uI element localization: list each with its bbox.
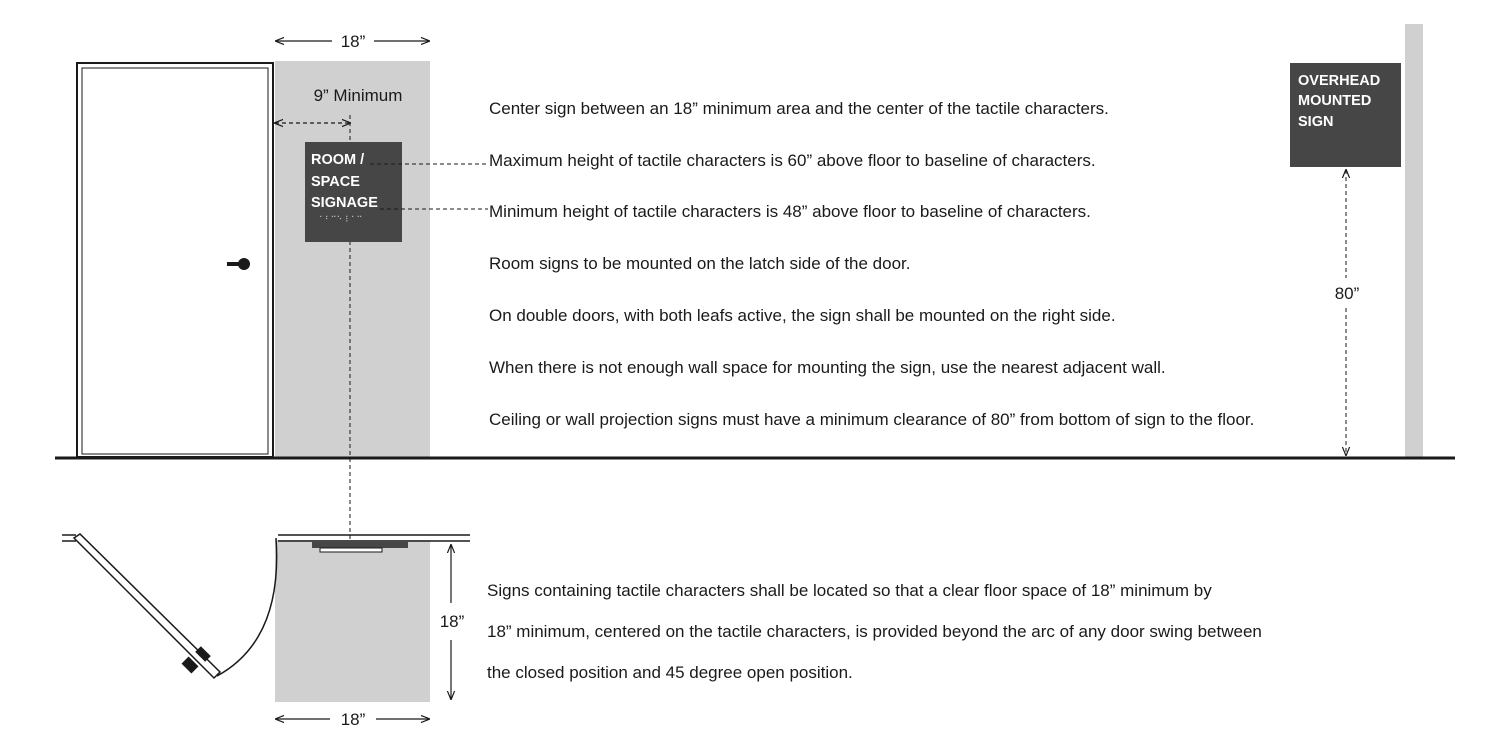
plan-note-line-1: Signs containing tactile characters shall be located so that a clear floor space of 18” minimum by	[487, 581, 1212, 600]
plan-depth-label: 18”	[439, 612, 465, 631]
top-width-label: 18”	[340, 32, 366, 51]
room-sign-line-1: ROOM /	[311, 152, 365, 168]
note-center-sign: Center sign between an 18” minimum area and the center of the tactile characters.	[489, 99, 1109, 118]
overhead-sign-line-1: OVERHEAD	[1298, 73, 1381, 89]
note-projection-clearance: Ceiling or wall projection signs must have a minimum clearance of 80” from bottom of sign to the floor.	[489, 410, 1255, 429]
door-elevation	[77, 63, 273, 457]
top-width-dimension	[276, 32, 429, 51]
clearance-dimension	[1335, 170, 1360, 455]
plan-clear-floor-space	[275, 540, 430, 702]
nine-inch-minimum-label: 9” Minimum	[313, 86, 403, 105]
plan-depth-dimension	[440, 545, 465, 699]
plan-sign-bracket	[320, 548, 382, 552]
note-latch-side: Room signs to be mounted on the latch side of the door.	[489, 254, 911, 273]
door-swing-arc	[217, 538, 277, 676]
overhead-sign-line-3: SIGN	[1298, 114, 1334, 130]
note-double-doors: On double doors, with both leafs active, the sign shall be mounted on the right side.	[489, 306, 1116, 325]
clearance-label: 80”	[1334, 284, 1360, 303]
overhead-sign-line-2: MOUNTED	[1298, 93, 1372, 109]
overhead-mounted-sign	[1290, 63, 1401, 167]
room-sign-braille: ⠀⠁⠃⠉⠑ ⠇⠁⠉	[313, 215, 363, 224]
plan-door-leaf	[74, 534, 220, 678]
room-space-sign	[305, 142, 402, 242]
overhead-sign-post	[1405, 24, 1423, 458]
plan-sign	[312, 542, 408, 548]
plan-notes	[487, 581, 1262, 682]
plan-width-label: 18”	[340, 710, 366, 729]
elevation-clear-area	[275, 61, 430, 459]
note-adjacent-wall: When there is not enough wall space for mounting the sign, use the nearest adjacent wall.	[489, 358, 1166, 377]
plan-note-line-3: the closed position and 45 degree open position.	[487, 663, 853, 682]
room-sign-line-3: SIGNAGE	[311, 195, 378, 211]
elevation-notes	[489, 99, 1254, 429]
plan-note-line-2: 18” minimum, centered on the tactile characters, is provided beyond the arc of any door swing between	[487, 622, 1262, 641]
note-min-height: Minimum height of tactile characters is 48” above floor to baseline of characters.	[489, 202, 1091, 221]
plan-width-dimension	[276, 710, 429, 729]
room-sign-line-2: SPACE	[311, 174, 360, 190]
note-max-height: Maximum height of tactile characters is 60” above floor to baseline of characters.	[489, 151, 1096, 170]
